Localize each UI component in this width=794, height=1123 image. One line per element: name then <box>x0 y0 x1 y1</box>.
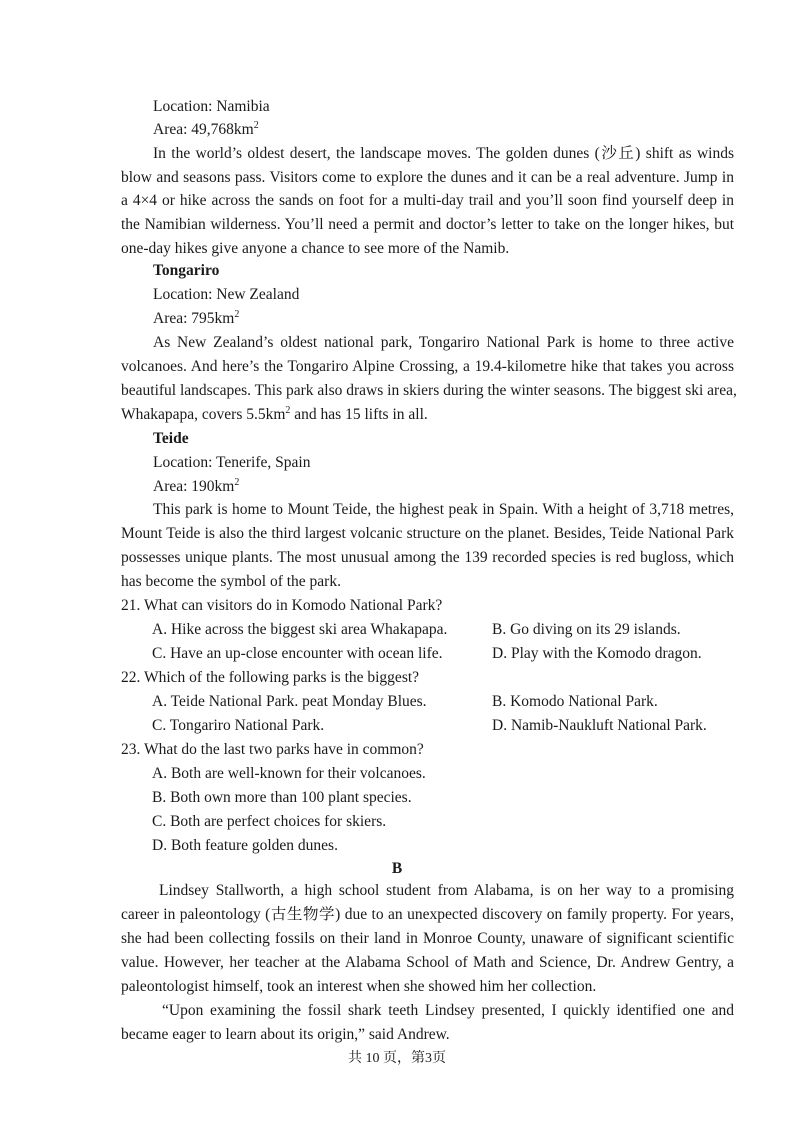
tongariro-para-line: As New Zealand’s oldest national park, Tongariro National Park is home to three active <box>153 334 734 351</box>
section-b-para-line: became eager to learn about its origin,” said Andrew. <box>121 1026 450 1043</box>
section-b-para-line: paleontologist himself, took an interest when she showed him her collection. <box>121 978 597 995</box>
question-23-option-c: C. Both are perfect choices for skiers. <box>152 813 387 830</box>
tongariro-heading: Tongariro <box>153 262 220 279</box>
namib-para-line: In the world’s oldest desert, the landscape moves. The golden dunes (沙丘) shift as winds <box>153 145 734 162</box>
namib-para-line: one-day hikes give anyone a chance to see more of the Namib. <box>121 240 510 257</box>
question-21-option-b: B. Go diving on its 29 islands. <box>492 621 681 638</box>
question-23-option-a: A. Both are well-known for their volcanoes. <box>152 765 426 782</box>
question-21-stem: 21. What can visitors do in Komodo National Park? <box>121 597 443 614</box>
teide-para-line: has become the symbol of the park. <box>121 573 341 590</box>
tongariro-para-line: beautiful landscapes. This park also draws in skiers during the winter seasons. The biggest ski area, <box>121 382 737 399</box>
namib-para-line: a 4×4 or hike across the sands on foot for a multi-day trail and you’ll soon find yourself deep in <box>121 192 734 209</box>
teide-location: Location: Tenerife, Spain <box>153 454 311 471</box>
question-23-option-b: B. Both own more than 100 plant species. <box>152 789 412 806</box>
tongariro-location: Location: New Zealand <box>153 286 300 303</box>
section-b-heading: B <box>391 860 403 877</box>
namib-para-line: blow and seasons pass. Visitors come to explore the dunes and it can be a real adventure. Jump in <box>121 169 734 186</box>
tongariro-area: Area: $795km^2$ <box>153 308 240 327</box>
page-footer: 共 10 页，第3页 <box>348 1051 446 1066</box>
tongariro-para-line: volcanoes. And here’s the Tongariro Alpine Crossing, a 19.4-kilometre hike that takes you across <box>121 358 734 375</box>
question-22-stem: 22. Which of the following parks is the biggest? <box>121 669 420 686</box>
teide-area: Area: $190km^2$ <box>153 476 240 495</box>
section-b-para-line: career in paleontology (古生物学) due to an unexpected discovery on family property. For years, <box>121 906 734 923</box>
teide-heading: Teide <box>153 430 189 447</box>
section-b-para-line: she had been collecting fossils on their land in Monroe County, unaware of significant scientific <box>121 930 734 947</box>
question-23-option-d: D. Both feature golden dunes. <box>152 837 338 854</box>
teide-para-line: possesses unique plants. The most unusual among the 139 recorded species is red bugloss, which <box>121 549 734 566</box>
question-22-option-b: B. Komodo National Park. <box>492 693 658 710</box>
tongariro-para-line: Whakapapa, covers $5.5km^2$ and has 15 lifts in all. <box>121 404 428 423</box>
namib-para-line: the Namibian wilderness. You’ll need a permit and doctor’s letter to take on the longer hikes, but <box>121 216 734 233</box>
namib-area: Area: $49,768km^2$ <box>153 119 259 138</box>
teide-para-line: This park is home to Mount Teide, the highest peak in Spain. With a height of 3,718 metres, <box>153 501 734 518</box>
section-b-para-line: “Upon examining the fossil shark teeth Lindsey presented, I quickly identified one and <box>162 1002 734 1019</box>
namib-location: Location: Namibia <box>153 98 270 115</box>
teide-para-line: Mount Teide is also the third largest volcanic structure on the planet. Besides, Teide National Park <box>121 525 734 542</box>
section-b-para-line: value. However, her teacher at the Alabama School of Math and Science, Dr. Andrew Gentry, a <box>121 954 734 971</box>
question-23-stem: 23. What do the last two parks have in common? <box>121 741 424 758</box>
question-21-option-d: D. Play with the Komodo dragon. <box>492 645 702 662</box>
question-21-option-a: A. Hike across the biggest ski area Whakapapa. <box>152 621 448 638</box>
question-22-option-a: A. Teide National Park. peat Monday Blues. <box>152 693 427 710</box>
question-22-option-c: C. Tongariro National Park. <box>152 717 325 734</box>
section-b-para-line: Lindsey Stallworth, a high school student from Alabama, is on her way to a promising <box>159 882 734 899</box>
question-21-option-c: C. Have an up-close encounter with ocean life. <box>152 645 443 662</box>
question-22-option-d: D. Namib-Naukluft National Park. <box>492 717 707 734</box>
